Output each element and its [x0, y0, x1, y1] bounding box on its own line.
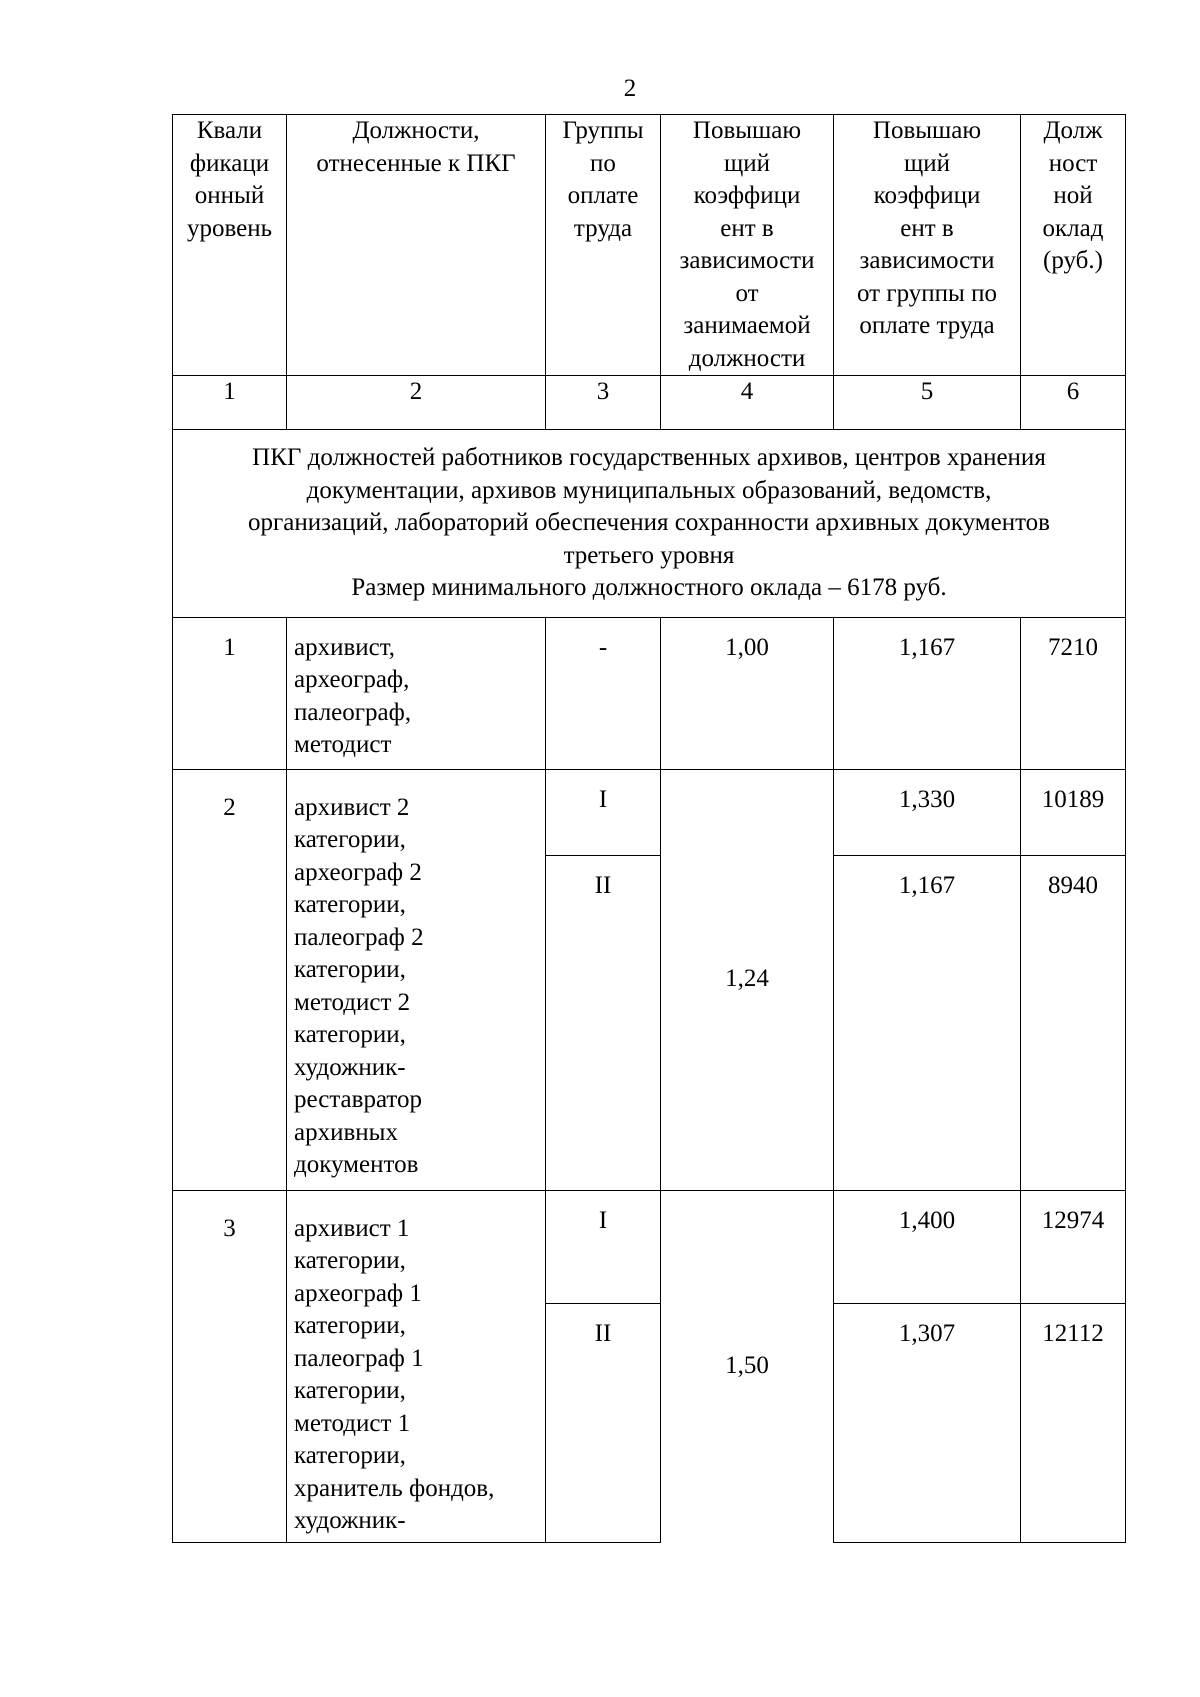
position-coef-cell: 1,24	[661, 769, 834, 1190]
section-min-salary: Размер минимального должностного оклада – 6178 руб.	[351, 574, 947, 601]
salary-cell: 12112	[1021, 1303, 1126, 1542]
column-number: 1	[173, 376, 287, 430]
salary-table	[172, 114, 1126, 1543]
position-coef-cell: 1,50	[661, 1190, 834, 1542]
group-cell: II	[546, 855, 661, 1190]
column-number: 4	[661, 376, 834, 430]
group-cell: I	[546, 1190, 661, 1303]
header-cell-group-coefficient: Повышаю щий коэффици ент в зависимости от группы по оплате труда	[834, 115, 1021, 376]
positions-cell: архивист 1 категории, археограф 1 категории, палеограф 1 категории, методист 1 категории, хранитель фондов, художник-	[287, 1190, 546, 1542]
group-coef-cell: 1,400	[834, 1190, 1021, 1303]
section-row	[173, 430, 1126, 618]
section-title: ПКГ должностей работников государственных архивов, центров хранения документации, архивов муниципальных образований, ведомств, организаций, лабораторий обеспечения сохранности архивных документов третьего уровня	[248, 444, 1050, 569]
table-row	[173, 769, 1126, 855]
group-cell: -	[546, 617, 661, 769]
positions-cell: архивист, археограф, палеограф, методист	[287, 617, 546, 769]
salary-cell: 8940	[1021, 855, 1126, 1190]
group-cell: I	[546, 769, 661, 855]
level-cell: 1	[173, 617, 287, 769]
section-header	[173, 430, 1126, 618]
header-cell-qualification-level: Квали фикаци онный уровень	[173, 115, 287, 376]
group-coef-cell: 1,167	[834, 617, 1021, 769]
header-cell-position-coefficient: Повышаю щий коэффици ент в зависимости от занимаемой должности	[661, 115, 834, 376]
header-cell-positions: Должности, отнесенные к ПКГ	[287, 115, 546, 376]
level-cell: 3	[173, 1190, 287, 1542]
table-row	[173, 617, 1126, 769]
group-cell: II	[546, 1303, 661, 1542]
header-row	[173, 115, 1126, 376]
column-number: 6	[1021, 376, 1126, 430]
group-coef-cell: 1,167	[834, 855, 1021, 1190]
group-coef-cell: 1,307	[834, 1303, 1021, 1542]
header-cell-pay-groups: Группы по оплате труда	[546, 115, 661, 376]
group-coef-cell: 1,330	[834, 769, 1021, 855]
page-number: 2	[623, 75, 637, 102]
column-number-row	[173, 376, 1126, 430]
column-number: 5	[834, 376, 1021, 430]
salary-cell: 12974	[1021, 1190, 1126, 1303]
level-cell: 2	[173, 769, 287, 1190]
salary-cell: 10189	[1021, 769, 1126, 855]
salary-cell: 7210	[1021, 617, 1126, 769]
positions-cell: архивист 2 категории, археограф 2 категории, палеограф 2 категории, методист 2 категории, художник- реставратор архивных документов	[287, 769, 546, 1190]
column-number: 2	[287, 376, 546, 430]
table-row	[173, 1190, 1126, 1303]
column-number: 3	[546, 376, 661, 430]
header-cell-salary: Долж ност ной оклад (руб.)	[1021, 115, 1126, 376]
position-coef-cell: 1,00	[661, 617, 834, 769]
